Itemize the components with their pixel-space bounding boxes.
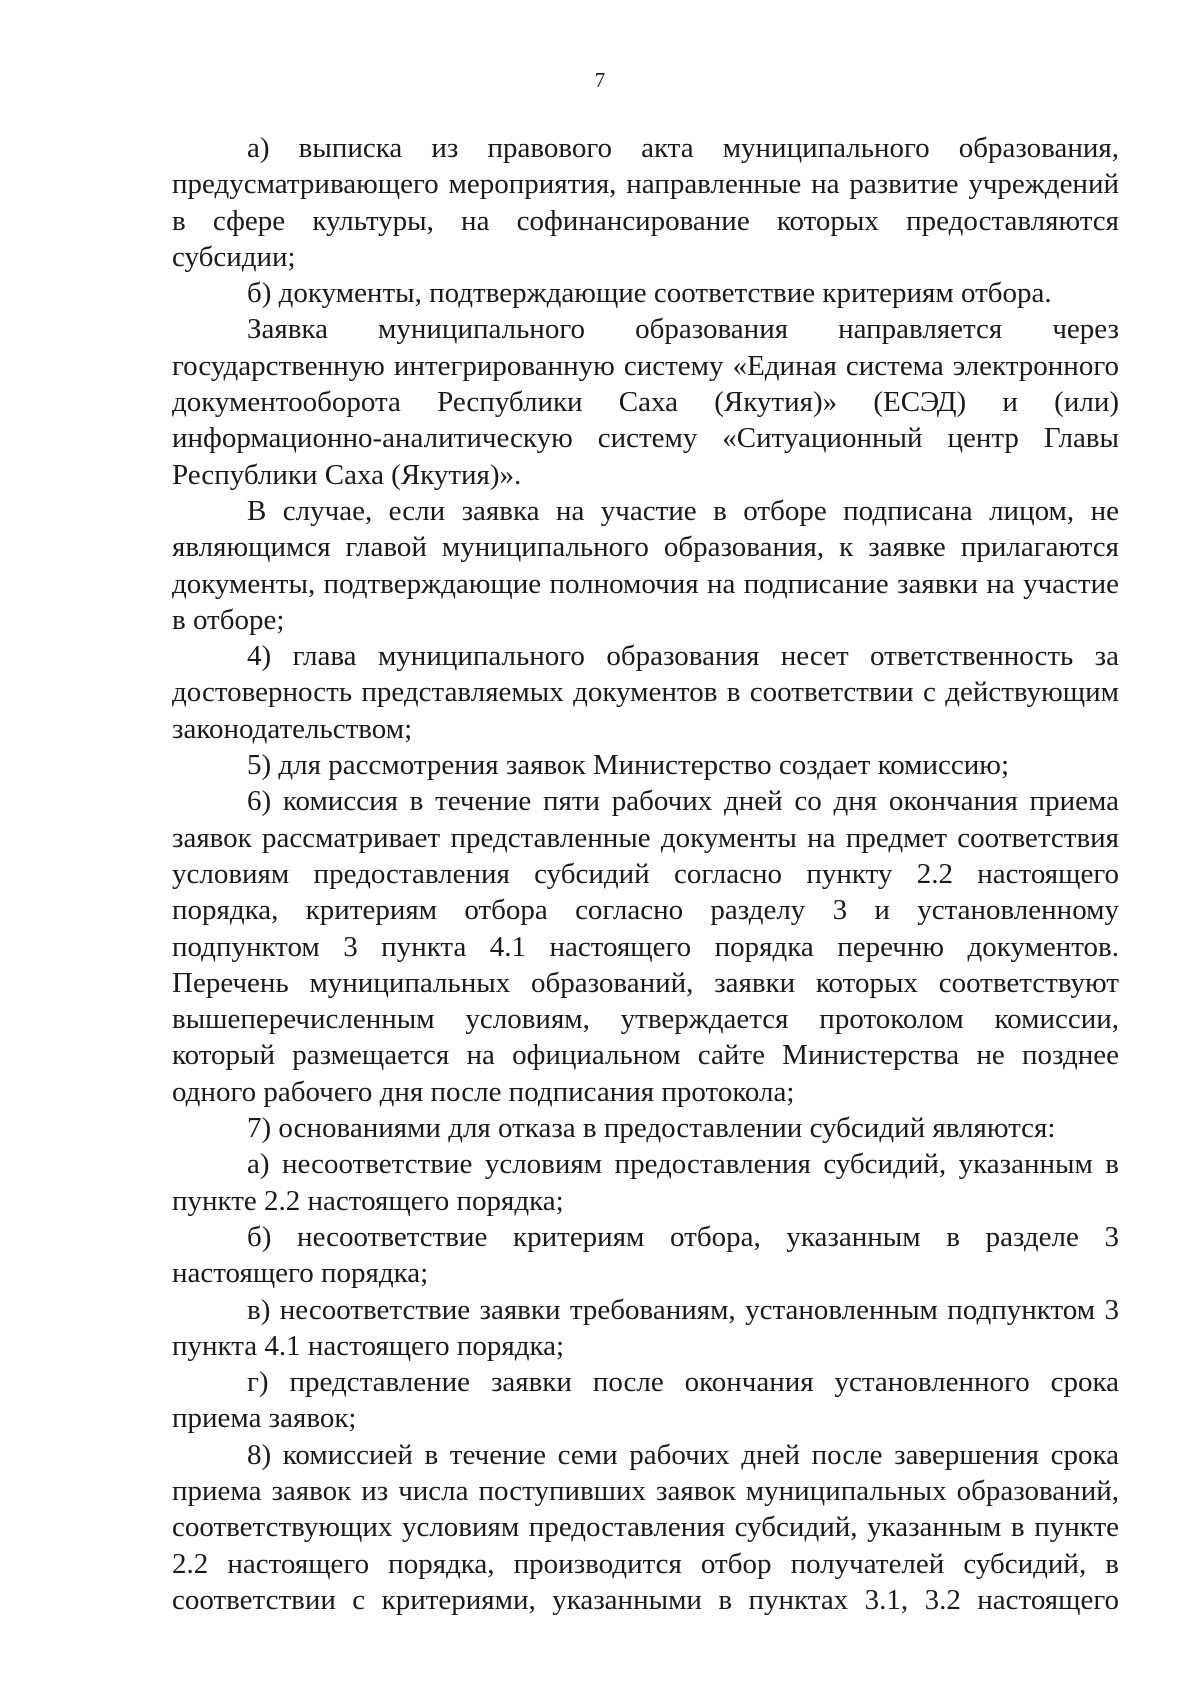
paragraph: б) несоответствие критериям отбора, указанным в разделе 3 настоящего порядка;	[172, 1220, 1119, 1290]
paragraph: в) несоответствие заявки требованиям, установленным подпунктом 3 пункта 4.1 настоящего порядка;	[172, 1293, 1119, 1362]
page-number: 7	[594, 68, 606, 92]
paragraph: б) документы, подтверждающие соответствие критериям отбора.	[247, 277, 1052, 310]
paragraph: 4) глава муниципального образования несет ответственность за достоверность представляемых документов в соответствии с действующим законодательством;	[172, 640, 1119, 745]
paragraph: а) несоответствие условиям предоставления субсидий, указанным в пункте 2.2 настоящего порядка;	[172, 1148, 1119, 1217]
paragraph: а) выписка из правового акта муниципального образования, предусматривающего мероприятия, направленные на развитие учреждений в сфере культуры, на софинансирование которых предоставляются субсидии;	[172, 132, 1119, 273]
paragraph: В случае, если заявка на участие в отборе подписана лицом, не являющимся главой муниципального образования, к заявке прилагаются документы, подтверждающие полномочия на подписание заявки на участие в отборе;	[172, 494, 1119, 636]
paragraph: 5) для рассмотрения заявок Министерство создает комиссию;	[247, 749, 1010, 782]
paragraph-continued: 8) комиссией в течение семи рабочих дней после завершения срока приема заявок из числа поступивших заявок муниципальных образований, соответствующих условиям предоставления субсидий, указанным в пункте 2.2 настоящего порядка, производится отбор получателей субсидий, в соответствии с критериями, указанными в пунктах 3.1, 3.2 настоящего	[172, 1438, 1119, 1616]
paragraph: Заявка муниципального образования направляется через государственную интегрированную систему «Единая система электронного документооборота Республики Саха (Якутия)» (ЕСЭД) и (или) информационно-аналитическую систему «Ситуационный центр Главы Республики Саха (Якутия)».	[172, 313, 1119, 491]
paragraph: 6) комиссия в течение пяти рабочих дней со дня окончания приема заявок рассматривает представленные документы на предмет соответствия условиям предоставления субсидий согласно пункту 2.2 настоящего порядка, критериям отбора согласно разделу 3 и установленному подпунктом 3 пункта 4.1 настоящего порядка перечню документов. Перечень муниципальных образований, заявки которых соответствуют вышеперечисленным условиям, утверждается протоколом комиссии, который размещается на официальном сайте Министерства не позднее одного рабочего дня после подписания протокола;	[172, 785, 1119, 1108]
paragraph: г) представление заявки после окончания установленного срока приема заявок;	[172, 1366, 1119, 1435]
paragraph: 7) основаниями для отказа в предоставлении субсидий являются:	[247, 1112, 1056, 1145]
document-body	[172, 130, 1119, 1618]
